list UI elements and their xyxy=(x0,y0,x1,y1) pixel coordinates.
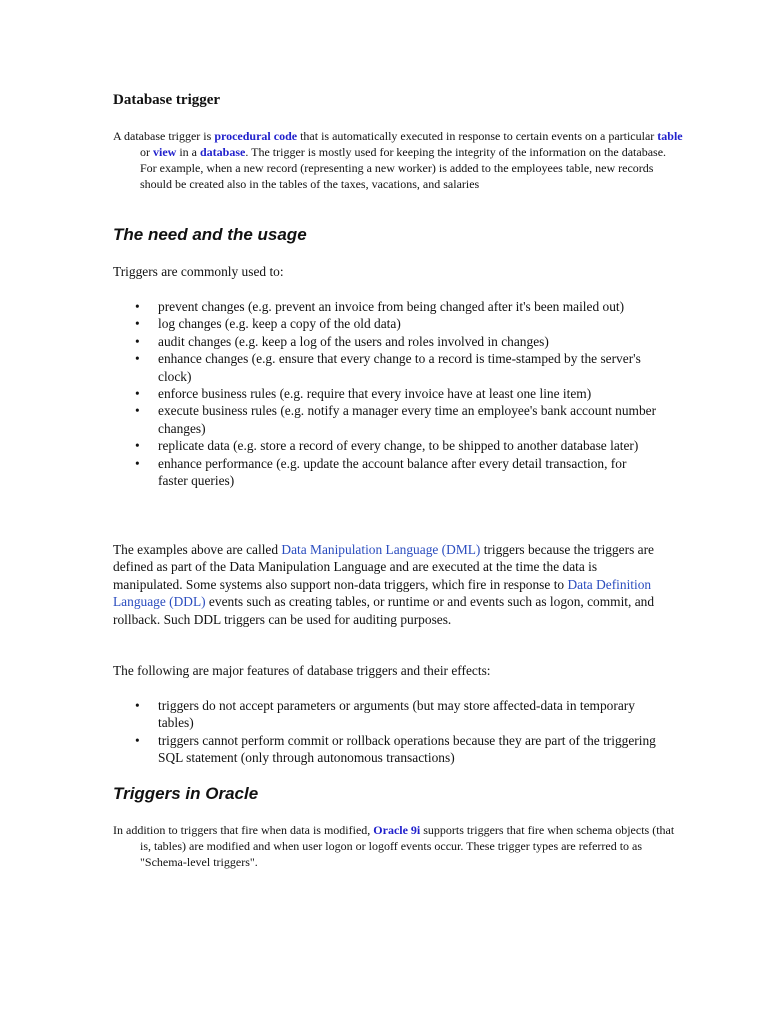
list-item-text: triggers do not accept parameters or arguments (but may store affected-data in temporary tables) xyxy=(158,698,635,731)
oracle-text-1: In addition to triggers that fire when data is modified, xyxy=(113,823,374,837)
list-item-text: log changes (e.g. keep a copy of the old data) xyxy=(158,316,401,332)
bullet-icon: • xyxy=(135,299,140,314)
oracle-text-2: supports triggers that fire when schema objects (that is, tables) are modified and when user logon or logoff events occur. These trigger types are referred to as "Schema-level triggers". xyxy=(140,823,675,869)
bullet-icon: • xyxy=(135,698,140,713)
intro-paragraph xyxy=(113,128,685,192)
bullet-icon: • xyxy=(135,333,140,349)
list-item-text: audit changes (e.g. keep a log of the users and roles involved in changes) xyxy=(158,333,549,349)
features-lead: The following are major features of database triggers and their effects: xyxy=(113,663,491,678)
intro-text-1: A database trigger is xyxy=(113,129,215,143)
list-item xyxy=(113,732,658,767)
usage-lead: Triggers are commonly used to: xyxy=(113,264,284,279)
list-item-text: execute business rules (e.g. notify a manager every time an employee's bank account number changes) xyxy=(158,403,657,436)
list-item xyxy=(113,350,658,385)
list-item-text: triggers cannot perform commit or rollback operations because they are part of the triggering SQL statement (only through autonomous transactions) xyxy=(158,732,656,766)
list-item xyxy=(113,385,658,402)
list-item xyxy=(113,333,658,350)
bullet-icon: • xyxy=(135,403,140,419)
list-item-text: enforce business rules (e.g. require that every invoice have at least one line item) xyxy=(158,386,592,402)
section-heading-need-usage: The need and the usage xyxy=(113,225,307,244)
bullet-icon: • xyxy=(135,438,140,454)
link-dml[interactable]: Data Manipulation Language (DML) xyxy=(281,542,481,557)
list-item xyxy=(113,697,658,732)
usage-bullet-list xyxy=(113,298,658,489)
intro-text-2: that is automatically executed in response to certain events on a particular xyxy=(297,129,658,143)
list-item-text: prevent changes (e.g. prevent an invoice from being changed after it's been mailed out) xyxy=(158,299,625,314)
section-heading-oracle: Triggers in Oracle xyxy=(113,784,259,803)
dml-text-1: The examples above are called xyxy=(113,542,282,557)
page-title: Database trigger xyxy=(113,92,221,108)
dml-text-3: events such as creating tables, or runtime or and events such as logon, commit, and rollback. Such DDL triggers can be used for auditing purposes. xyxy=(113,594,655,627)
dml-text-2: triggers because the triggers are defined as part of the Data Manipulation Language and are executed at the time the data is manipulated. Some systems also support non-data triggers, which fire in response to xyxy=(113,542,654,592)
link-oracle-9i[interactable]: Oracle 9i xyxy=(373,823,421,837)
list-item xyxy=(113,437,658,454)
link-ddl[interactable]: Data Definition Language (DDL) xyxy=(113,576,652,610)
list-item-text: enhance changes (e.g. ensure that every change to a record is time-stamped by the server's clock) xyxy=(158,351,641,384)
intro-text-4: in a xyxy=(176,145,200,159)
link-table[interactable]: table xyxy=(657,129,683,143)
link-database[interactable]: database xyxy=(200,145,246,159)
list-item xyxy=(113,315,658,332)
list-item xyxy=(113,298,658,315)
list-item-text: enhance performance (e.g. update the account balance after every detail transaction, for faster queries) xyxy=(158,455,627,489)
link-procedural-code[interactable]: procedural code xyxy=(214,129,298,143)
intro-text-5: . The trigger is mostly used for keeping the integrity of the information on the database. For example, when a new record (representing a new worker) is added to the employees table, new records should be created also in the tables of the taxes, vacations, and salaries xyxy=(140,145,667,191)
intro-text-3: or xyxy=(140,145,153,159)
bullet-icon: • xyxy=(135,455,140,471)
link-view[interactable]: view xyxy=(153,145,177,159)
list-item xyxy=(113,402,658,437)
bullet-icon: • xyxy=(135,316,140,332)
list-item-text: replicate data (e.g. store a record of every change, to be shipped to another database later) xyxy=(158,438,639,454)
list-item xyxy=(113,455,658,490)
bullet-icon: • xyxy=(135,732,140,748)
bullet-icon: • xyxy=(135,351,140,367)
dml-ddl-paragraph xyxy=(113,541,658,628)
bullet-icon: • xyxy=(135,386,140,402)
oracle-paragraph xyxy=(113,822,685,870)
features-bullet-list xyxy=(113,697,658,767)
